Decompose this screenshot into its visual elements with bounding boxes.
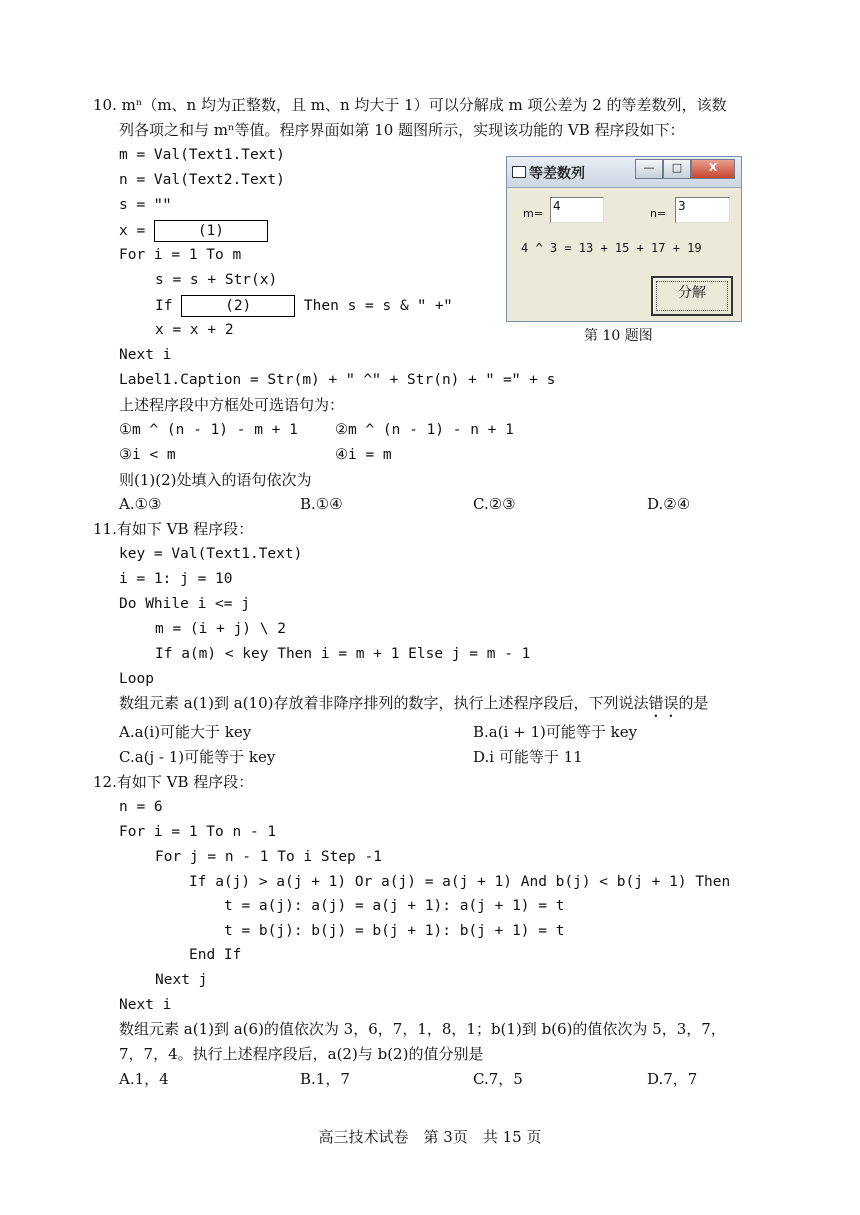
q12-choice-a: A.1，4 <box>119 1070 169 1088</box>
q11-code-line: key = Val(Text1.Text) <box>119 546 303 562</box>
answer-blank-2: (2) <box>181 295 295 317</box>
q10-code-line: s = ʺʺ <box>119 197 172 213</box>
q12-choice-b: B.1，7 <box>300 1070 350 1088</box>
q10-code-line-blank2 <box>155 295 452 317</box>
desc-text: 数组元素 a(1)到 a(10)存放着非降序排列的数字，执行上述程序段后，下列说法 <box>119 694 649 712</box>
text1-input[interactable]: 4 <box>550 197 604 223</box>
q12-code-line: End If <box>189 947 242 963</box>
q10-code-line: s = s + Str(x) <box>155 272 278 288</box>
q12-stem: 12.有如下 VB 程序段： <box>93 773 254 791</box>
label1-result: 4 ^ 3 = 13 + 15 + 17 + 19 <box>521 241 702 255</box>
q11-code-line: If a(m) < key Then i = m + 1 Else j = m - 1 <box>155 646 531 662</box>
q12-choice-d: D.7，7 <box>647 1070 698 1088</box>
code-text: Then s = s & ʺ +ʺ <box>295 298 453 314</box>
q12-code-line: t = b(j): b(j) = b(j + 1): b(j + 1) = t <box>224 923 565 939</box>
text2-input[interactable]: 3 <box>675 197 730 223</box>
desc-text: 的是 <box>678 694 709 712</box>
minimize-icon[interactable]: — <box>635 159 663 179</box>
q12-code-line: Next j <box>155 972 208 988</box>
n-label: n= <box>650 207 667 220</box>
q10-stem-line2: 列各项之和与 mⁿ等值。程序界面如第 10 题图所示，实现该功能的 VB 程序段如下： <box>119 121 685 139</box>
q10-question: 则(1)(2)处填入的语句依次为 <box>119 471 312 489</box>
q10-option-statement: ②m ^ (n - 1) - n + 1 <box>335 422 514 438</box>
maximize-icon[interactable]: □ <box>663 159 691 179</box>
vb-form-window <box>506 156 742 322</box>
q10-option-statement: ③i < m <box>119 447 176 463</box>
q12-code-line: For i = 1 To n - 1 <box>119 824 277 840</box>
q11-description <box>119 693 709 721</box>
q11-code-line: Loop <box>119 671 154 687</box>
q12-description-line2: 7，7，4。执行上述程序段后，a(2)与 b(2)的值分别是 <box>119 1045 484 1063</box>
q10-code-line: Next i <box>119 347 172 363</box>
q10-option-statement: ④i = m <box>335 447 392 463</box>
close-icon[interactable]: X <box>691 159 735 179</box>
q12-code-line: If a(j) > a(j + 1) Or a(j) = a(j + 1) And b(j) < b(j + 1) Then <box>189 874 731 890</box>
q11-choice-c: C.a(j - 1)可能等于 key <box>119 748 276 766</box>
window-title: 等差数列 <box>529 166 585 182</box>
m-label: m= <box>523 207 543 220</box>
q10-choice-d: D.②④ <box>647 495 691 513</box>
window-app-icon <box>512 166 526 178</box>
q10-option-statement: ①m ^ (n - 1) - m + 1 <box>119 422 298 438</box>
q10-choice-a: A.①③ <box>119 495 162 513</box>
q10-code-line: Label1.Caption = Str(m) + ʺ ^ʺ + Str(n) + ʺ =ʺ + s <box>119 372 556 388</box>
q11-choice-b: B.a(i + 1)可能等于 key <box>473 723 638 741</box>
q10-prompt: 上述程序段中方框处可选语句为： <box>119 396 345 414</box>
q11-choice-a: A.a(i)可能大于 key <box>119 723 252 741</box>
q10-choice-b: B.①④ <box>300 495 343 513</box>
code-text: x = <box>119 223 154 239</box>
q12-description-line1: 数组元素 a(1)到 a(6)的值依次为 3，6，7，1，8，1；b(1)到 b(6)的值依次为 5，3，7， <box>119 1020 726 1038</box>
q12-choice-c: C.7，5 <box>473 1070 523 1088</box>
q11-code-line: Do While i <= j <box>119 596 250 612</box>
figure-caption: 第 10 题图 <box>584 328 653 344</box>
q10-stem-line1: 10. mⁿ（m、n 均为正整数，且 m、n 均大于 1）可以分解成 m 项公差为 2 的等差数列，该数 <box>93 96 727 114</box>
q11-code-line: i = 1: j = 10 <box>119 571 233 587</box>
decompose-button[interactable]: 分解 <box>651 276 733 316</box>
q11-code-line: m = (i + j) \ 2 <box>155 621 286 637</box>
emphasis-text: 错误 <box>648 694 679 712</box>
q10-code-line: x = x + 2 <box>155 322 234 338</box>
q10-code-line: n = Val(Text2.Text) <box>119 172 285 188</box>
q12-code-line: t = a(j): a(j) = a(j + 1): a(j + 1) = t <box>224 898 565 914</box>
answer-blank-1: (1) <box>154 220 268 242</box>
q12-code-line: Next i <box>119 997 172 1013</box>
q12-code-line: For j = n - 1 To i Step -1 <box>155 849 382 865</box>
window-titlebar <box>507 157 741 188</box>
q11-stem: 11.有如下 VB 程序段： <box>93 520 254 538</box>
q10-choice-c: C.②③ <box>473 495 516 513</box>
q12-code-line: n = 6 <box>119 799 163 815</box>
q11-choice-d: D.i 可能等于 11 <box>473 748 583 766</box>
q10-code-line-blank1 <box>119 220 268 242</box>
code-text: If <box>155 298 182 314</box>
q10-code-line: For i = 1 To m <box>119 247 242 263</box>
q10-code-line: m = Val(Text1.Text) <box>119 147 285 163</box>
page-footer: 高三技术试卷 第 3页 共 15 页 <box>318 1128 542 1146</box>
